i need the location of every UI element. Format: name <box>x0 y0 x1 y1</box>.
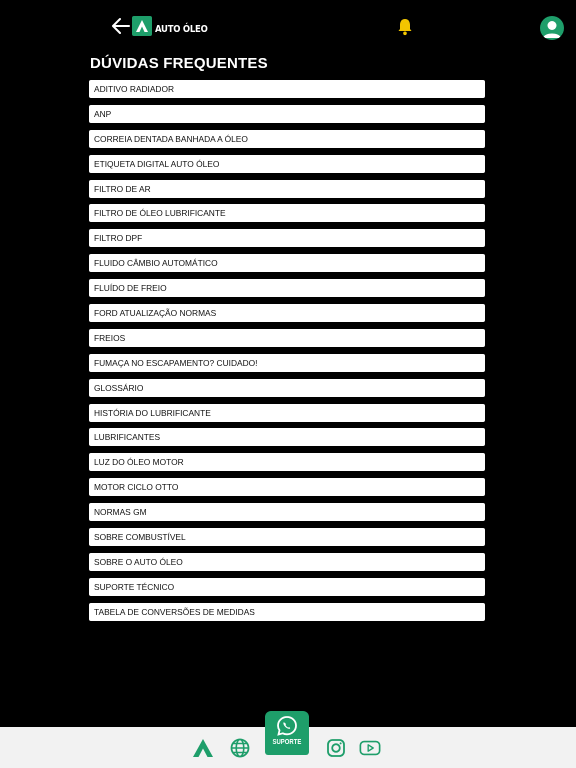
app-logo <box>132 15 217 37</box>
faq-item-filtro-de-ar[interactable]: FILTRO DE AR <box>89 180 485 198</box>
arrow-left-icon <box>110 17 130 35</box>
whatsapp-icon <box>276 715 298 737</box>
faq-item-historia-lubrificante[interactable]: HISTÓRIA DO LUBRIFICANTE <box>89 404 485 422</box>
faq-item-etiqueta-digital[interactable]: ETIQUETA DIGITAL AUTO ÓLEO <box>89 155 485 173</box>
auto-oleo-logo-icon <box>192 738 214 758</box>
faq-item-fluido-de-freio[interactable]: FLUÍDO DE FREIO <box>89 279 485 297</box>
faq-item-suporte-tecnico[interactable]: SUPORTE TÉCNICO <box>89 578 485 596</box>
support-whatsapp-button[interactable] <box>265 711 309 755</box>
youtube-icon <box>359 738 381 758</box>
globe-icon <box>230 738 250 758</box>
notifications-button[interactable] <box>397 18 413 36</box>
nav-website-button[interactable] <box>229 737 251 759</box>
faq-item-aditivo-radiador[interactable]: ADITIVO RADIADOR <box>89 80 485 98</box>
nav-instagram-button[interactable] <box>325 737 347 759</box>
faq-item-filtro-dpf[interactable]: FILTRO DPF <box>89 229 485 247</box>
faq-item-correia-dentada[interactable]: CORREIA DENTADA BANHADA A ÓLEO <box>89 130 485 148</box>
support-label: SUPORTE <box>272 739 302 746</box>
faq-item-fumaca-escapamento[interactable]: FUMAÇA NO ESCAPAMENTO? CUIDADO! <box>89 354 485 372</box>
auto-oleo-logo-icon <box>132 16 152 36</box>
nav-youtube-button[interactable] <box>359 737 381 759</box>
faq-item-tabela-conversoes[interactable]: TABELA DE CONVERSÕES DE MEDIDAS <box>89 603 485 621</box>
logo-text: AUTO ÓLEO <box>155 23 208 35</box>
faq-item-sobre-auto-oleo[interactable]: SOBRE O AUTO ÓLEO <box>89 553 485 571</box>
page-title: DÚVIDAS FREQUENTES <box>90 55 268 72</box>
top-bar <box>0 0 576 52</box>
user-icon <box>540 16 564 40</box>
nav-home-button[interactable] <box>192 737 214 759</box>
faq-item-glossario[interactable]: GLOSSÁRIO <box>89 379 485 397</box>
bell-icon <box>397 18 413 36</box>
faq-item-luz-do-oleo[interactable]: LUZ DO ÓLEO MOTOR <box>89 453 485 471</box>
faq-item-freios[interactable]: FREIOS <box>89 329 485 347</box>
faq-item-sobre-combustivel[interactable]: SOBRE COMBUSTÍVEL <box>89 528 485 546</box>
faq-item-filtro-de-oleo[interactable]: FILTRO DE ÓLEO LUBRIFICANTE <box>89 204 485 222</box>
faq-item-fluido-cambio[interactable]: FLUIDO CÂMBIO AUTOMÁTICO <box>89 254 485 272</box>
instagram-icon <box>326 738 346 758</box>
faq-item-lubrificantes[interactable]: LUBRIFICANTES <box>89 428 485 446</box>
faq-item-motor-ciclo-otto[interactable]: MOTOR CICLO OTTO <box>89 478 485 496</box>
faq-item-ford-normas[interactable]: FORD ATUALIZAÇÃO NORMAS <box>89 304 485 322</box>
faq-list <box>89 80 485 628</box>
faq-item-normas-gm[interactable]: NORMAS GM <box>89 503 485 521</box>
profile-avatar[interactable] <box>540 16 564 40</box>
back-button[interactable] <box>108 14 132 38</box>
faq-item-anp[interactable]: ANP <box>89 105 485 123</box>
